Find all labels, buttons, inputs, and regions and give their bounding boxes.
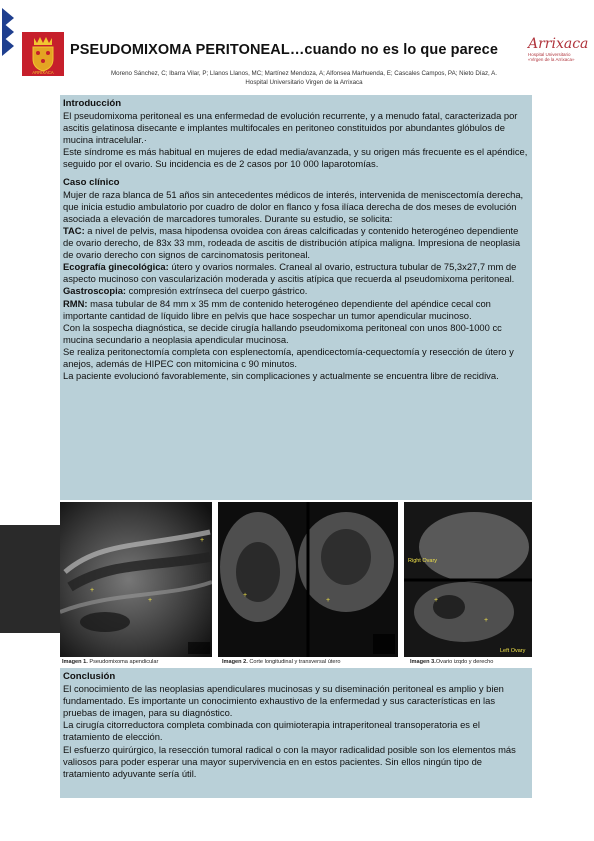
case-gastro	[63, 285, 529, 297]
conclusion-paragraph-3: El esfuerzo quirúrgico, la resección tumoral radical o con la mayor radicalidad posible son los elementos más valiosos para poder esperar una mayor supervivencia en en estos pacientes. Sin ellos ningún tipo de tratamiento adyuvante sería útil.	[63, 743, 516, 779]
svg-text:+: +	[484, 617, 489, 624]
svg-text:+: +	[200, 537, 205, 544]
case-tac	[63, 225, 529, 261]
arrixaca-logo	[528, 36, 590, 62]
gastro-text: compresión extrínseca del cuerpo gástrico.	[126, 285, 308, 297]
hospital-crest-logo	[22, 32, 64, 76]
case-paragraph-2: Con la sospecha diagnóstica, se decide cirugía hallando pseudomixoma peritoneal con unos 800-1000 cc mucina secundario a neoplasia apendicular mucinosa.	[63, 321, 502, 345]
ultrasound-image-2	[218, 502, 398, 657]
conclusion-paragraph-1: El conocimiento de las neoplasias apendiculares mucinosas y su diseminación peritoneal es amplio y bien fundamentado. Es importante un conocimiento exhaustivo de la enfermedad y sus características en las pruebas de imagen, para su diagnóstico.	[63, 683, 504, 719]
svg-text:+: +	[434, 597, 439, 604]
ultrasound-image-1	[60, 502, 212, 657]
image-2-caption: Imagen 2. Corte longitudinal y transversal útero	[222, 659, 341, 665]
left-margin-bar	[0, 0, 17, 841]
eco-label: Ecografía ginecológica:	[63, 261, 169, 273]
arrow-decoration-icon	[2, 8, 16, 56]
logo-right-name: Arrixaca	[528, 36, 589, 52]
conclusion-heading: Conclusión	[63, 671, 116, 682]
authors-block	[64, 70, 544, 87]
tac-label: TAC:	[63, 224, 85, 236]
intro-paragraph-2: Este síndrome es más habitual en mujeres de edad media/avanzada, y su origen más frecuente es el apéndice, seguido por el ovario. Su incidencia es de 2 casos por 10 000 laparotomías.	[63, 146, 528, 170]
logo-right-sub2: «Virgen de la Arrixaca»	[528, 57, 575, 62]
eco-text: útero y ovarios normales. Craneal al ovario, estructura tubular de 75,3x27,7 mm de aspecto mucinoso con vascularización moderada y ascitis atípica que recuerda al pseudomixoma peritoneal.	[63, 261, 517, 285]
case-paragraph-3: Se realiza peritonectomía completa con esplenectomía, apendicectomía-cequectomía y resección de útero y anejos, además de HIPEC con mitomicina c 90 minutos.	[63, 345, 514, 369]
image-strip	[60, 502, 532, 657]
institution: Hospital Universitario Virgen de la Arrixaca	[245, 78, 363, 86]
svg-text:+: +	[243, 592, 248, 599]
svg-text:+: +	[326, 597, 331, 604]
case-rmn	[63, 298, 529, 322]
image-1-caption: Imagen 1. Pseudomixoma apendicular	[62, 659, 159, 665]
poster-title: PSEUDOMIXOMA PERITONEAL…cuando no es lo que parece	[70, 42, 498, 58]
authors-list: Moreno Sánchez, C; Ibarra Vilar, P; Llanos Llanos, MC; Martínez Mendoza, A; Alfonsea Marhuenda, E; Cascales Campos, PA; Nieto Díaz, A.	[111, 70, 497, 77]
logo-right-sub1: Hospital Universitario	[528, 52, 571, 57]
intro-heading: Introducción	[63, 98, 122, 109]
rmn-text: masa tubular de 84 mm x 35 mm de contenido heterogéneo dependiente del apéndice cecal con importante cantidad de líquido libre en pelvis que hace sospechar un tumor apendicular mucinoso.	[63, 297, 491, 321]
main-content-panel	[60, 95, 532, 500]
intro-paragraph-1: El pseudomixoma peritoneal es una enfermedad de evolución recurrente, y a menudo fatal, caracterizada por ascitis gelatinosa disecante e implantes multifocales en peritoneo constituidos por abundantes glóbulos de mucina intracelular.·	[63, 110, 518, 146]
ultrasound-image-3	[404, 502, 532, 657]
right-ovary-label: Right Ovary	[408, 558, 438, 564]
left-ovary-label: Left Ovary	[500, 648, 526, 654]
image-3-caption: Imagen 3.Ovario izqdo y derecho	[410, 659, 494, 665]
svg-text:+: +	[148, 597, 153, 604]
side-dark-block	[0, 525, 60, 633]
rmn-label: RMN:	[63, 297, 88, 309]
case-eco	[63, 261, 529, 285]
case-heading: Caso clínico	[63, 176, 120, 188]
conclusion-paragraph-2: La cirugía citorreductora completa combinada con quimioterapia intraperitoneal transoperatoria es el tratamiento de elección.	[63, 719, 480, 743]
svg-text:+: +	[90, 587, 95, 594]
tac-text: a nivel de pelvis, masa hipodensa ovoidea con áreas calcificadas y contenido heterogéneo dependiente de ovario derecho, de 83x 33 mm, rodeada de ascitis de distribución atípica maligna. Impresiona de neoplasia de ovario derecho con signos de carcinomatosis peritoneal.	[63, 224, 521, 261]
conclusion-panel	[60, 668, 532, 798]
case-paragraph-4: La paciente evolucionó favorablemente, sin complicaciones y actualmente se encuentra libre de recidiva.	[63, 370, 499, 382]
case-paragraph-1: Mujer de raza blanca de 51 años sin antecedentes médicos de interés, intervenida de meniscectomía derecha, que inicia estudio ambulatorio por cuadro de dolor en flanco y fosa ilíaca derecha de dos meses de evolución asociada a elevación de marcadores tumorales. Durante su estudio, se solicita:	[63, 188, 524, 224]
gastro-label: Gastroscopia:	[63, 285, 127, 297]
logo-left-text: ARRIXACA	[32, 70, 54, 75]
